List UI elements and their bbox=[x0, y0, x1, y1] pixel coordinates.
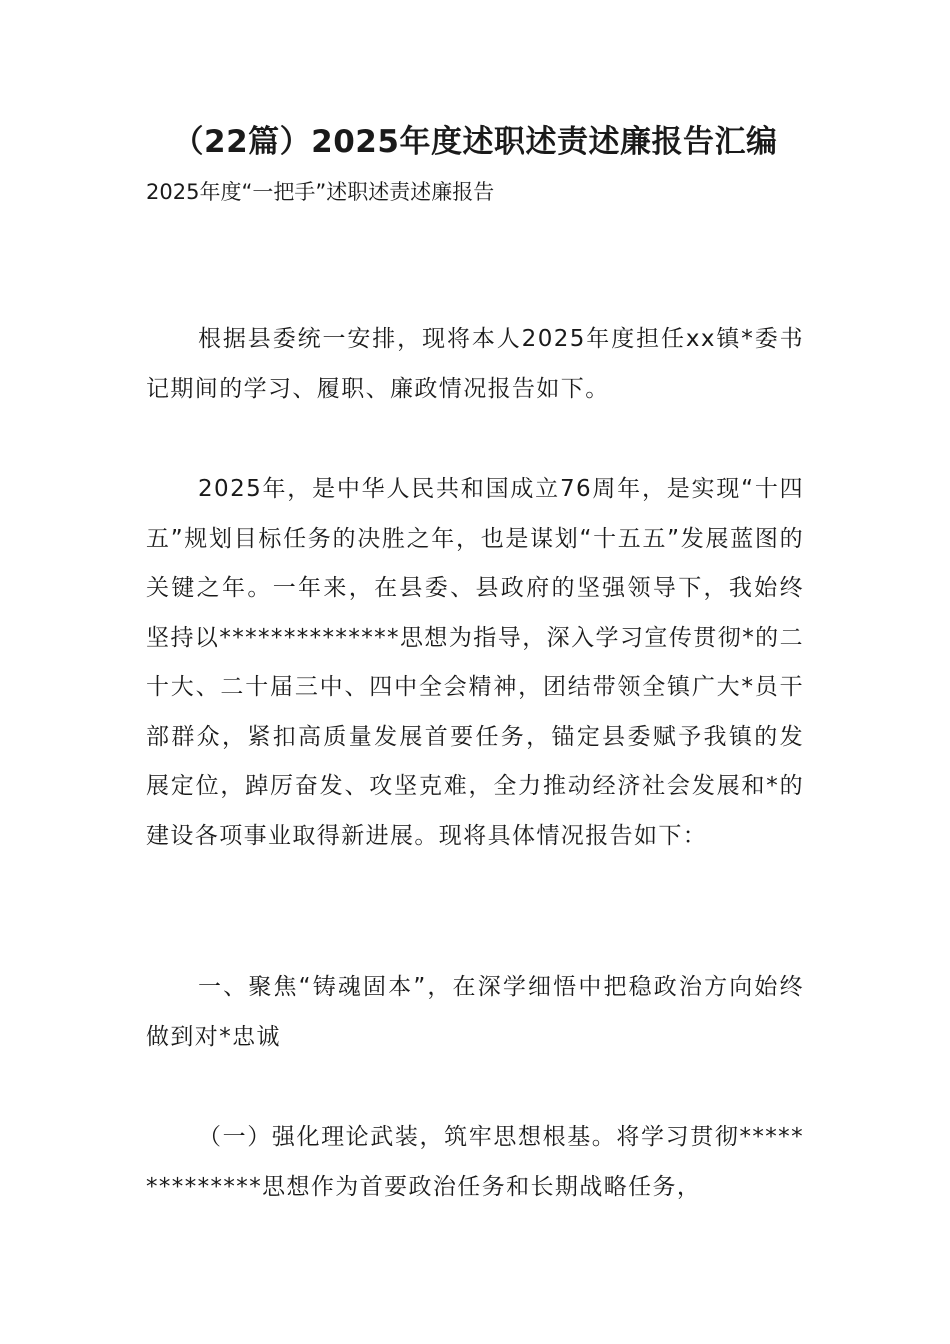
subsection-1-1: （一）强化理论武装，筑牢思想根基。将学习贯彻**************思想作为首要政治任务和长期战略任务， bbox=[146, 1124, 804, 1200]
document-title: （22篇）2025年度述职述责述廉报告汇编 bbox=[172, 124, 778, 160]
document-subtitle: 2025年度“一把手”述职述责述廉报告 bbox=[146, 180, 495, 204]
paragraph-overview: 2025年，是中华人民共和国成立76周年，是实现“十四五”规划目标任务的决胜之年，也是谋划“十五五”发展蓝图的关键之年。一年来，在县委、县政府的坚强领导下，我始终坚持以**************思想为指导，深入学习宣传贯彻*的二十大、二十届三中、四中全会精神，团结带领全镇广大*员干部群众，紧扣高质量发展首要任务，锚定县委赋予我镇的发展定位，踔厉奋发、攻坚克难，全力推动经济社会发展和*的建设各项事业取得新进展。现将具体情况报告如下： bbox=[146, 476, 804, 849]
paragraph-intro: 根据县委统一安排，现将本人2025年度担任xx镇*委书记期间的学习、履职、廉政情况报告如下。 bbox=[146, 326, 804, 402]
section-heading-1: 一、聚焦“铸魂固本”，在深学细悟中把稳政治方向始终做到对*忠诚 bbox=[146, 974, 804, 1050]
